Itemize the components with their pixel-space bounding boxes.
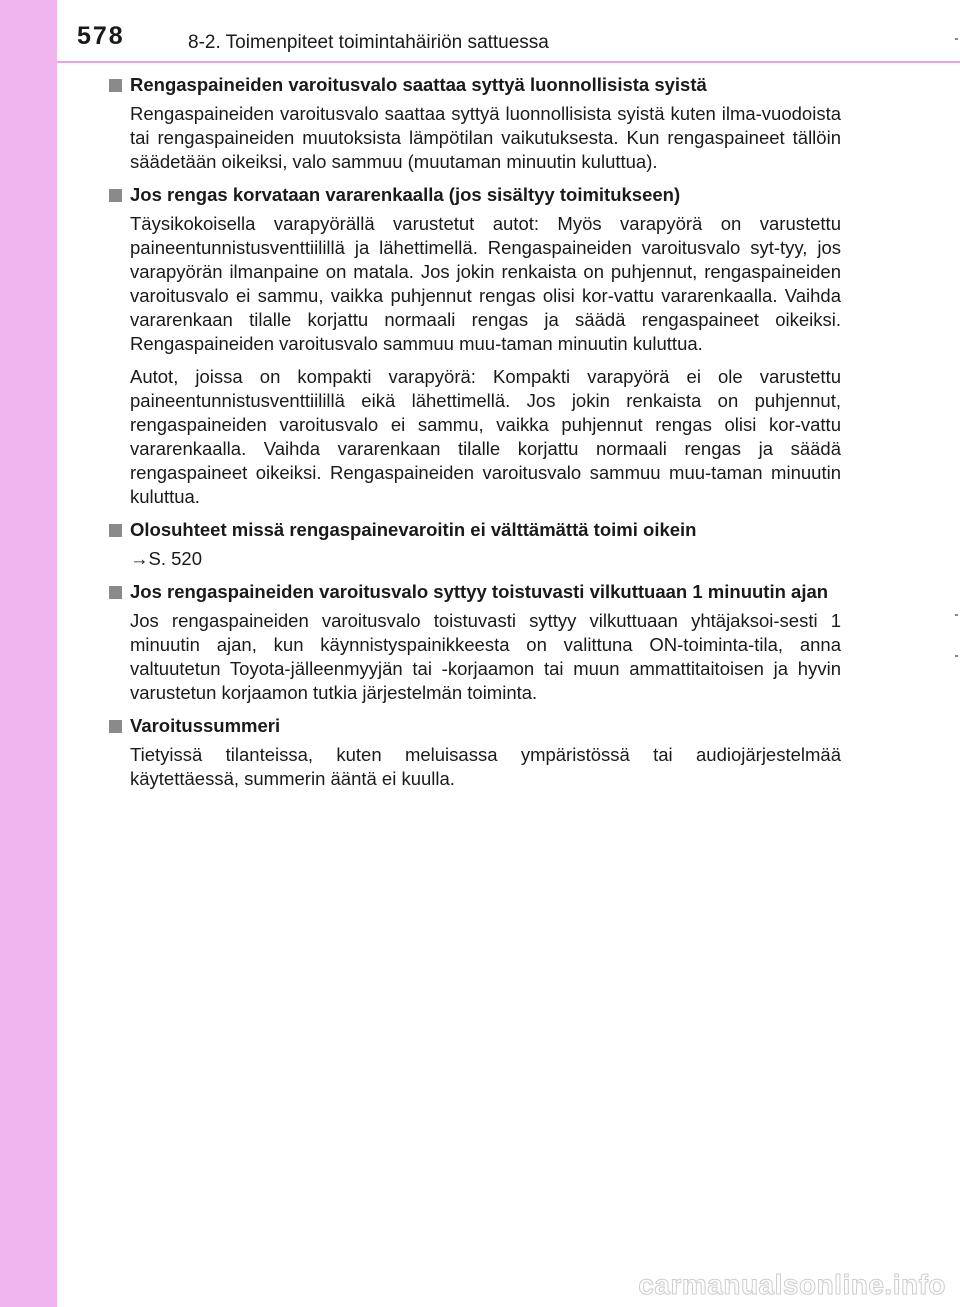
section-heading-text: Olosuhteet missä rengaspainevaroitin ei välttämättä toimi oikein [130,519,697,540]
section-heading-text: Varoitussummeri [130,715,281,736]
header-rule [57,61,960,63]
edge-tick-mark [955,38,958,40]
section-spare-tire [108,183,841,509]
side-color-strip [0,0,57,1307]
square-bullet-icon [109,524,122,537]
section-heading [108,580,841,604]
page-reference-link[interactable]: →S. 520 [130,548,202,569]
square-bullet-icon [109,79,122,92]
section-heading [108,73,841,97]
body-paragraph: Täysikokoisella varapyörällä varustetut autot: Myös varapyörä on varustettu paineentunnistusventtiilillä ja lähettimellä. Rengaspaineiden varoitusvalo syt-tyy, jos varapyörän ilmanpaine on matala. Jos jokin renkaista on puhjennut, rengaspaineiden varoitusvalo ei sammu, vaikka puhjennut rengas olisi kor-vattu vararenkaalla. Vaihda vararenkaan tilalle korjattu normaali rengas ja säädä rengaspaineet oikeiksi. Rengaspaineiden varoitusvalo sammuu muu-taman minuutin kuluttua. [130,213,841,354]
body-paragraph: Jos rengaspaineiden varoitusvalo toistuvasti syttyy vilkuttuaan yhtäjaksoi-sesti 1 minuutin ajan, kun käynnistyspainikkeesta on valittuna ON-toiminta-tila, anna valtuutetun Toyota-jälleenmyyjän tai -korjaamon tai muun ammattitaitoisen ja hyvin varustetun korjaamon tutkia järjestelmän toiminta. [130,610,841,703]
square-bullet-icon [109,586,122,599]
section-heading [108,714,841,738]
section-heading [108,518,841,542]
edge-tick-mark [955,655,958,657]
body-paragraph: Autot, joissa on kompakti varapyörä: Kompakti varapyörä ei ole varustettu paineentunnistusventtiilillä eikä lähettimellä. Jos jokin renkaista on puhjennut, rengaspaineiden varoitusvalo ei sammu, vaikka puhjennut rengas olisi kor-vattu vararenkaalla. Vaihda vararenkaan tilalle korjattu normaali rengas ja säädä rengaspaineet oikeiksi. Rengaspaineiden varoitusvalo sammuu muu-taman minuutin kuluttua. [130,366,841,507]
square-bullet-icon [109,720,122,733]
body-paragraph: Tietyissä tilanteissa, kuten meluisassa ympäristössä tai audiojärjestelmää käytettäessä, summerin ääntä ei kuulla. [130,744,841,789]
watermark: carmanualsonline.info [638,1269,946,1300]
section-heading-text: Jos rengas korvataan vararenkaalla (jos sisältyy toimitukseen) [130,184,681,205]
section-heading-text: Jos rengaspaineiden varoitusvalo syttyy toistuvasti vilkuttuaan 1 minuutin ajan [130,581,829,602]
main-content [108,73,841,800]
section-conditions [108,518,841,571]
body-paragraph: Rengaspaineiden varoitusvalo saattaa syttyä luonnollisista syistä kuten ilma-vuodoista tai rengaspaineiden muutoksista lämpötilan vaikutuksesta. Kun rengaspaineet tällöin säädetään oikeiksi, valo sammuu (muutaman minuutin kuluttua). [130,103,841,172]
section-buzzer [108,714,841,791]
edge-tick-mark [955,614,958,616]
page-number: 578 [77,22,125,50]
section-natural-causes [108,73,841,174]
section-title: 8-2. Toimenpiteet toimintahäiriön sattuessa [188,32,549,53]
section-blinking-warning [108,580,841,705]
page-header [57,0,960,64]
section-heading-text: Rengaspaineiden varoitusvalo saattaa syttyä luonnollisista syistä [130,74,707,95]
square-bullet-icon [109,189,122,202]
section-heading [108,183,841,207]
